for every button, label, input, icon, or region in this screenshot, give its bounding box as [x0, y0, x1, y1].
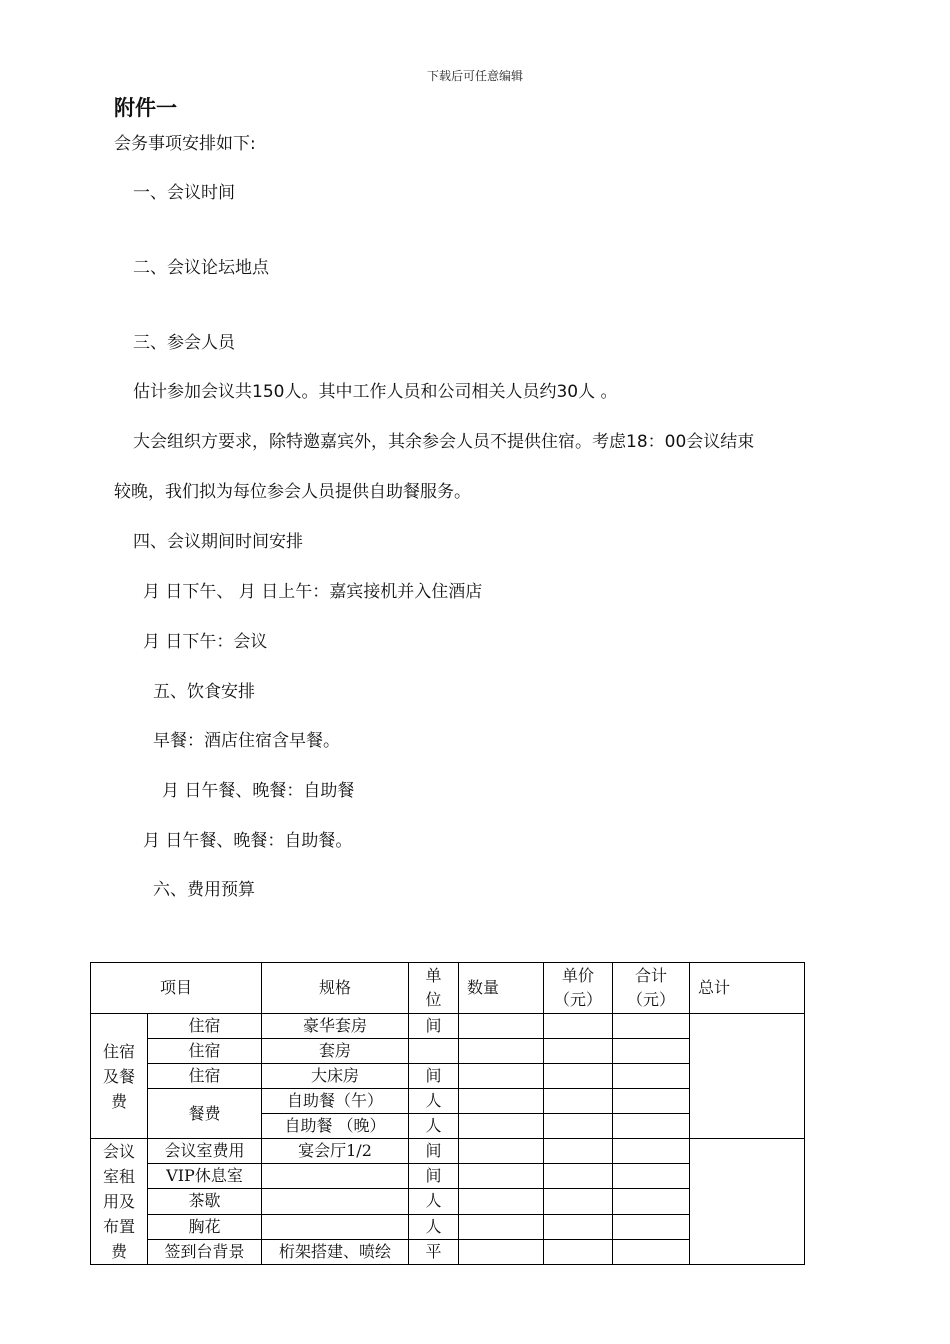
section-budget: 六、费用预算	[153, 880, 255, 900]
table-row	[91, 1014, 805, 1039]
row-subtotal	[613, 1089, 690, 1114]
row-subtotal	[613, 1239, 690, 1264]
row-price	[544, 1114, 613, 1139]
header-quantity: 数量	[459, 963, 544, 1014]
header-unit-price: 单价 （元）	[544, 963, 613, 1014]
row-subtotal	[613, 1064, 690, 1089]
row-subtotal	[613, 1164, 690, 1189]
row-item: 住宿	[148, 1014, 262, 1039]
catering-breakfast: 早餐：酒店住宿含早餐。	[153, 731, 340, 751]
row-qty	[459, 1114, 544, 1139]
table-header-row	[91, 963, 805, 1014]
row-spec: 自助餐（午）	[262, 1089, 409, 1114]
header-total: 总计	[690, 963, 805, 1014]
section-venue: 二、会议论坛地点	[133, 258, 269, 278]
category-meeting-room: 会议 室租 用及 布置 费	[91, 1139, 148, 1265]
row-qty	[459, 1014, 544, 1039]
row-price	[544, 1239, 613, 1264]
group1-total	[690, 1014, 805, 1139]
section-catering: 五、饮食安排	[153, 682, 255, 702]
row-item: 住宿	[148, 1039, 262, 1064]
attachment-title: 附件一	[114, 96, 177, 120]
row-unit: 人	[409, 1089, 459, 1114]
intro-text: 会务事项安排如下:	[114, 134, 256, 154]
group2-total	[690, 1139, 805, 1265]
row-subtotal	[613, 1139, 690, 1164]
row-price	[544, 1189, 613, 1214]
row-item: 会议室费用	[148, 1139, 262, 1164]
row-item: 胸花	[148, 1214, 262, 1239]
row-qty	[459, 1064, 544, 1089]
row-spec: 豪华套房	[262, 1014, 409, 1039]
header-unit: 单 位	[409, 963, 459, 1014]
row-unit: 间	[409, 1164, 459, 1189]
page-header: 下载后可任意编辑	[426, 69, 523, 83]
row-subtotal	[613, 1039, 690, 1064]
row-spec	[262, 1164, 409, 1189]
row-price	[544, 1164, 613, 1189]
row-subtotal	[613, 1189, 690, 1214]
row-qty	[459, 1239, 544, 1264]
row-spec	[262, 1189, 409, 1214]
row-qty	[459, 1089, 544, 1114]
row-unit: 人	[409, 1114, 459, 1139]
row-subtotal	[613, 1014, 690, 1039]
row-subtotal	[613, 1114, 690, 1139]
row-item: 茶歇	[148, 1189, 262, 1214]
row-spec: 桁架搭建、喷绘	[262, 1239, 409, 1264]
row-item: 餐费	[148, 1089, 262, 1139]
row-unit: 人	[409, 1214, 459, 1239]
row-price	[544, 1139, 613, 1164]
row-spec: 自助餐 （晚）	[262, 1114, 409, 1139]
row-price	[544, 1014, 613, 1039]
row-unit	[409, 1039, 459, 1064]
category-accommodation-meals: 住宿 及餐 费	[91, 1014, 148, 1139]
row-item: VIP休息室	[148, 1164, 262, 1189]
row-price	[544, 1064, 613, 1089]
row-item: 签到台背景	[148, 1239, 262, 1264]
row-unit: 间	[409, 1064, 459, 1089]
row-unit: 人	[409, 1189, 459, 1214]
row-item: 住宿	[148, 1064, 262, 1089]
row-price	[544, 1089, 613, 1114]
schedule-line-1: 月 日下午、 月 日上午：嘉宾接机并入住酒店	[143, 582, 483, 602]
row-qty	[459, 1039, 544, 1064]
row-spec: 套房	[262, 1039, 409, 1064]
section-meeting-time: 一、会议时间	[133, 183, 235, 203]
row-price	[544, 1214, 613, 1239]
row-spec: 大床房	[262, 1064, 409, 1089]
schedule-line-2: 月 日下午：会议	[143, 632, 268, 652]
budget-table	[90, 962, 805, 1265]
row-qty	[459, 1139, 544, 1164]
accommodation-paragraph-line2: 较晚，我们拟为每位参会人员提供自助餐服务。	[114, 482, 471, 502]
accommodation-paragraph-line1: 大会组织方要求，除特邀嘉宾外，其余参会人员不提供住宿。考虑18：00会议结束	[133, 432, 755, 452]
header-subtotal: 合计 （元）	[613, 963, 690, 1014]
section-attendees: 三、参会人员	[133, 333, 235, 353]
catering-line-3: 月 日午餐、晚餐：自助餐。	[143, 831, 353, 851]
row-qty	[459, 1214, 544, 1239]
row-unit: 间	[409, 1139, 459, 1164]
row-qty	[459, 1164, 544, 1189]
row-price	[544, 1039, 613, 1064]
row-unit: 间	[409, 1014, 459, 1039]
section-schedule: 四、会议期间时间安排	[133, 532, 303, 552]
header-item: 项目	[91, 963, 262, 1014]
table-row	[91, 1139, 805, 1164]
catering-line-2: 月 日午餐、晚餐：自助餐	[162, 781, 355, 801]
attendees-paragraph: 估计参加会议共150人。其中工作人员和公司相关人员约30人 。	[133, 382, 618, 402]
row-subtotal	[613, 1214, 690, 1239]
row-qty	[459, 1189, 544, 1214]
header-spec: 规格	[262, 963, 409, 1014]
row-unit: 平	[409, 1239, 459, 1264]
row-spec: 宴会厅1/2	[262, 1139, 409, 1164]
row-spec	[262, 1214, 409, 1239]
